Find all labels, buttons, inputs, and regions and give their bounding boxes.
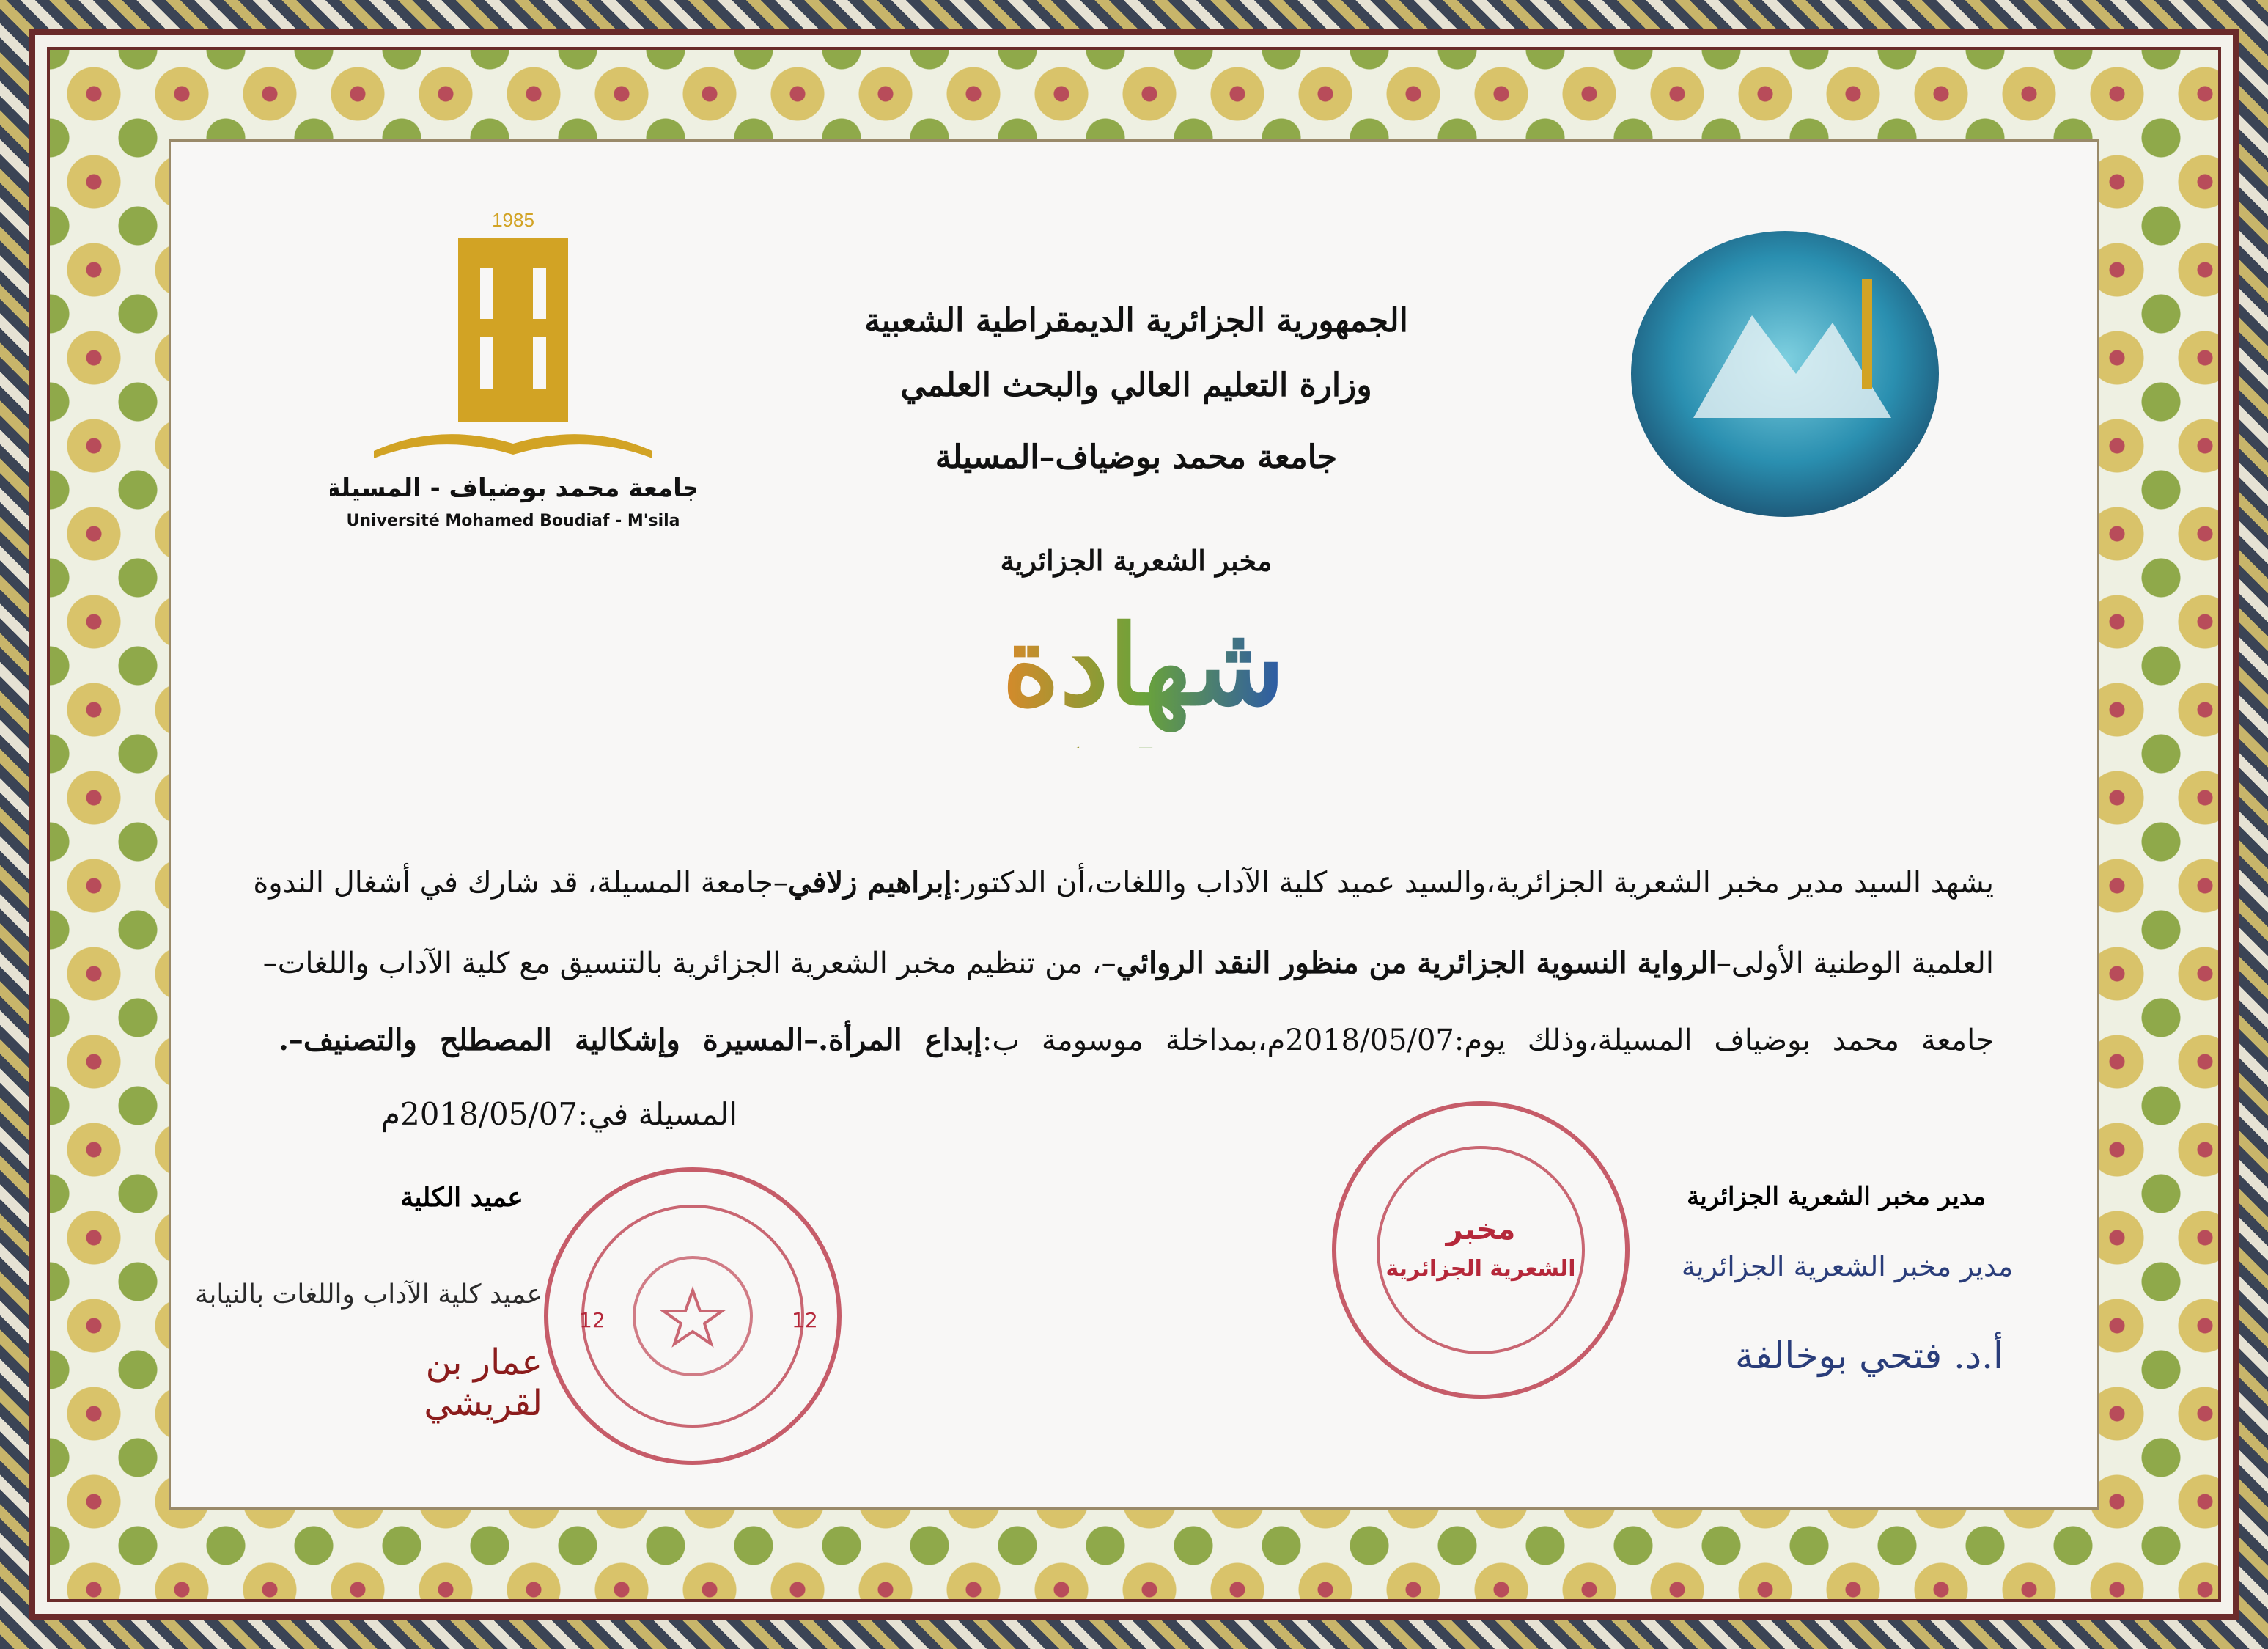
issue-date: المسيلة في:2018/05/07م: [381, 1096, 737, 1132]
body-text: العلمية الوطنية الأولى–: [1716, 947, 1994, 980]
stamp-number-right: 12: [792, 1308, 818, 1332]
dean-title: عميد الكلية: [400, 1182, 523, 1213]
logo-year: 1985: [492, 209, 534, 231]
faculty-stamp: [535, 1158, 850, 1474]
header-lab: مخبر الشعرية الجزائرية: [1000, 544, 1273, 577]
body-line-3: [279, 1023, 1994, 1057]
stamp-lab-name: الشعرية الجزائرية: [1385, 1256, 1576, 1282]
logo-name-fr: Université Mohamed Boudiaf - M'sila: [346, 512, 680, 530]
director-title: مدير مخبر الشعرية الجزائرية: [1687, 1182, 1986, 1211]
lab-logo: [1627, 227, 1943, 521]
header-ministry: وزارة التعليم العالي والبحث العلمي: [900, 367, 1372, 404]
logo-tower-icon: [458, 238, 568, 422]
paper-title: إبداع المرأة.–المسيرة وإشكالية المصطلح والتصنيف–.: [279, 1023, 982, 1057]
director-name: أ.د. فتحي بوخالفة: [1735, 1334, 2003, 1377]
body-text: جامعة محمد بوضياف المسيلة،وذلك يوم:2018/05/07م،بمداخلة موسومة ب:: [982, 1024, 1994, 1057]
certificate-title: شهادة مشاركة: [865, 601, 1422, 748]
seminar-title: الرواية النسوية الجزائرية من منظور النقد الروائي: [1116, 946, 1717, 980]
dean-stamp-line: عميد كلية الآداب واللغات بالنيابة: [195, 1279, 542, 1310]
dean-name: عمار بن لقريشي: [424, 1342, 542, 1424]
body-text: –، من تنظيم مخبر الشعرية الجزائرية بالتنسيق مع كلية الآداب واللغات–: [262, 947, 1116, 980]
director-stamp-line: مدير مخبر الشعرية الجزائرية: [1681, 1250, 2014, 1282]
university-logo: [330, 209, 696, 546]
body-text: يشهد السيد مدير مخبر الشعرية الجزائرية،والسيد عميد كلية الآداب واللغات،أن الدكتور:: [951, 866, 1994, 900]
header-university: جامعة محمد بوضياف–المسيلة: [935, 438, 1338, 476]
header-republic: الجمهورية الجزائرية الديمقراطية الشعبية: [864, 302, 1408, 339]
stamp-number-left: 12: [579, 1308, 605, 1332]
body-text: –جامعة المسيلة، قد شارك في أشغال الندوة: [253, 866, 788, 900]
participant-name: إبراهيم زلافي: [787, 865, 952, 900]
logo-book-icon: [374, 434, 652, 458]
stamp-lab-word: مخبر: [1446, 1213, 1516, 1246]
body-line-2: [262, 946, 1994, 980]
lab-stamp: [1323, 1092, 1638, 1408]
logo-name-ar: جامعة محمد بوضياف - المسيلة: [330, 474, 696, 503]
body-line-1: [253, 865, 1994, 900]
